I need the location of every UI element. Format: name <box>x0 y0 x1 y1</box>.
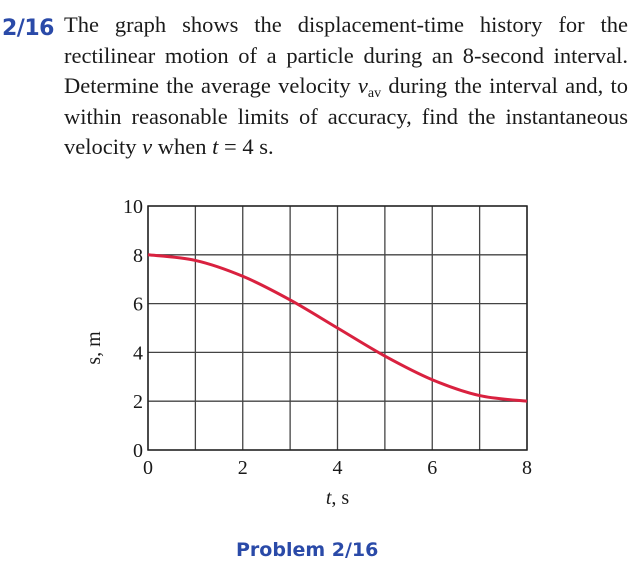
problem-number: 2/16 <box>2 16 54 41</box>
y-tick-label: 10 <box>123 196 143 218</box>
y-tick-label: 8 <box>133 244 143 267</box>
text-part: when <box>152 134 213 159</box>
text-part: The graph shows the displacement-time history for the rectilinear motion of a particle during an 8-second interval. Determine the average velocity <box>64 12 628 98</box>
y-tick-label: 4 <box>133 342 143 365</box>
y-tick-label: 0 <box>133 440 143 462</box>
velocity-symbol: v <box>142 134 153 159</box>
y-tick-label: 2 <box>133 391 143 414</box>
y-tick-label: 6 <box>133 293 143 316</box>
x-axis-label: t, s <box>325 487 350 509</box>
time-symbol: t <box>212 134 219 159</box>
text-part: during the interval and, to within reasonable limits of accuracy, find the instantaneous velocity <box>64 73 628 159</box>
y-axis-label: s, m <box>83 331 105 365</box>
x-tick-label: 4 <box>332 457 343 479</box>
text-part: = 4 s. <box>218 134 274 159</box>
axis-ticks <box>123 196 532 479</box>
velocity-symbol: v <box>357 73 368 98</box>
x-tick-label: 6 <box>427 457 438 479</box>
x-tick-label: 0 <box>143 457 153 479</box>
subscript-av: av <box>367 86 382 101</box>
x-tick-label: 8 <box>522 457 532 479</box>
figure-caption: Problem 2/16 <box>236 539 379 561</box>
x-tick-label: 2 <box>237 457 248 479</box>
